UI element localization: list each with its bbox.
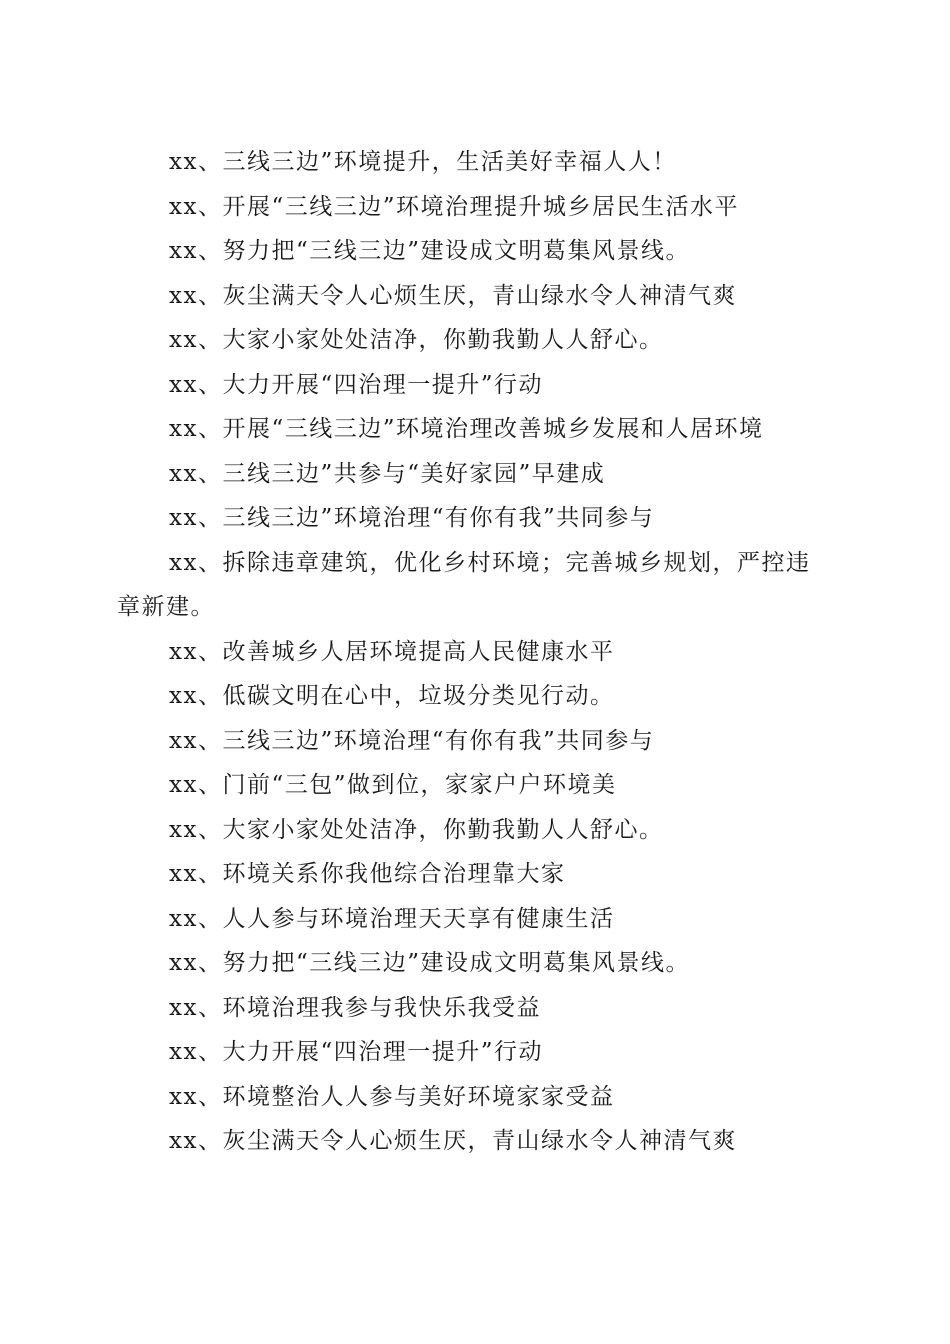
slogan-paragraph-13: xx、三线三边”环境治理“有你有我”共同参与 xyxy=(169,727,655,754)
slogan-paragraph-10: xx、拆除违章建筑，优化乡村环境；完善城乡规划，严控违章新建。 xyxy=(117,549,811,620)
document-body xyxy=(117,140,833,1164)
slogan-paragraph-20: xx、大力开展“四治理一提升”行动 xyxy=(169,1039,543,1065)
slogan-paragraph-9: xx、三线三边”环境治理“有你有我”共同参与 xyxy=(169,505,655,531)
slogan-paragraph-19: xx、环境治理我参与我快乐我受益 xyxy=(169,994,541,1021)
slogan-paragraph-14: xx、门前“三包”做到位，家家户户环境美 xyxy=(169,772,617,798)
slogan-paragraph-17: xx、人人参与环境治理天天享有健康生活 xyxy=(169,905,615,932)
slogan-paragraph-12: xx、低碳文明在心中，垃圾分类见行动。 xyxy=(169,683,615,709)
slogan-paragraph-22: xx、灰尘满天令人心烦生厌，青山绿水令人神清气爽 xyxy=(169,1128,737,1154)
slogan-paragraph-8: xx、三线三边”共参与“美好家园”早建成 xyxy=(169,460,606,487)
slogan-paragraph-18: xx、努力把“三线三边”建设成文明葛集风景线。 xyxy=(169,950,690,976)
slogan-paragraph-16: xx、环境关系你我他综合治理靠大家 xyxy=(169,861,566,887)
slogan-paragraph-7: xx、开展“三线三边”环境治理改善城乡发展和人居环境 xyxy=(169,416,764,442)
slogan-paragraph-3: xx、努力把“三线三边”建设成文明葛集风景线。 xyxy=(169,238,690,264)
slogan-paragraph-4: xx、灰尘满天令人心烦生厌，青山绿水令人神清气爽 xyxy=(169,282,737,309)
slogan-paragraph-21: xx、环境整治人人参与美好环境家家受益 xyxy=(169,1083,615,1110)
slogan-paragraph-6: xx、大力开展“四治理一提升”行动 xyxy=(169,371,543,398)
slogan-paragraph-5: xx、大家小家处处洁净，你勤我勤人人舒心。 xyxy=(169,327,664,353)
slogan-paragraph-15: xx、大家小家处处洁净，你勤我勤人人舒心。 xyxy=(169,816,664,843)
slogan-paragraph-1: xx、三线三边”环境提升，生活美好幸福人人！ xyxy=(169,149,677,175)
slogan-paragraph-11: xx、改善城乡人居环境提高人民健康水平 xyxy=(169,638,615,665)
slogan-paragraph-2: xx、开展“三线三边”环境治理提升城乡居民生活水平 xyxy=(169,193,739,220)
